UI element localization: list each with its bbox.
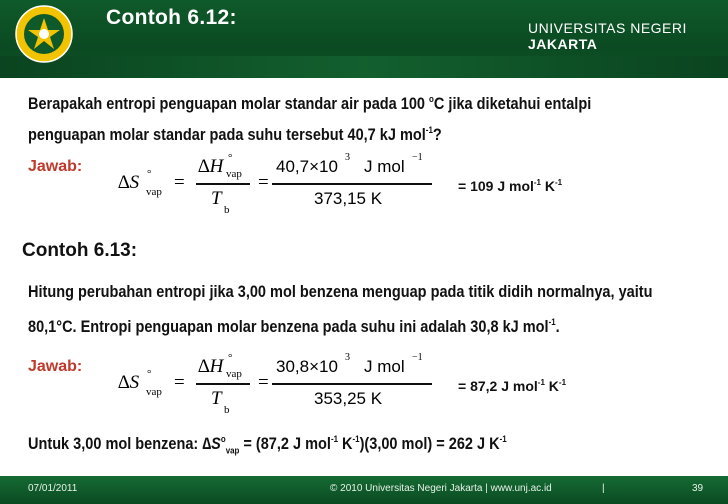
example1-answer-label: Jawab:	[28, 158, 83, 175]
numerator-unit-2: J mol	[364, 357, 405, 376]
numerator-unit-exponent: −1	[412, 152, 423, 163]
numerator-unit-exponent-2: −1	[412, 352, 423, 363]
r2-a: = 87,2 J mol	[458, 378, 538, 394]
footer-copyright: © 2010 Universitas Negeri Jakarta | www.unj.ac.id	[330, 483, 552, 494]
t-symbol-2: T	[211, 388, 222, 409]
final-text-a: Untuk 3,00 mol benzena:	[28, 435, 203, 453]
example1-question-line1	[28, 86, 679, 117]
q2-sup: -1	[425, 125, 433, 135]
delta-h-symbol: ∆H	[198, 156, 224, 177]
degree-symbol-h: °	[228, 152, 233, 164]
b-subscript-2: b	[224, 404, 230, 416]
r2-sup2: -1	[558, 378, 567, 387]
degree-symbol: °	[147, 168, 152, 180]
header-band	[0, 56, 728, 78]
q1-text-b: C jika diketahui entalpi	[433, 95, 592, 113]
example1-question-line2	[28, 117, 679, 148]
footer-page-number: 39	[692, 483, 704, 494]
fraction-bar-2	[272, 183, 432, 185]
degree-symbol-2: °	[147, 368, 152, 380]
fraction-bar-3	[196, 383, 250, 385]
example2-question	[28, 279, 723, 340]
r1-sup1: -1	[533, 178, 542, 187]
equals-sign-4: =	[258, 372, 269, 393]
page-title: Contoh 6.12:	[106, 6, 237, 29]
numerator-exponent-2: 3	[345, 352, 350, 363]
vap-subscript-h2: vap	[226, 368, 242, 380]
example2-title: Contoh 6.13:	[22, 240, 138, 261]
equals-sign-2: =	[258, 172, 269, 193]
t-symbol: T	[211, 188, 222, 209]
equals-sign: =	[174, 172, 185, 193]
q1-text-a: Berapakah entropi penguapan molar standar air pada 100	[28, 95, 430, 113]
final-sup1: -1	[330, 434, 339, 444]
delta-s-symbol: ∆S	[118, 172, 140, 193]
university-name	[528, 20, 728, 52]
example2-result	[458, 378, 566, 394]
vap-subscript-2: vap	[146, 386, 162, 398]
equals-sign-3: =	[174, 372, 185, 393]
example2-question-line2	[28, 309, 723, 340]
vap-subscript-h: vap	[226, 168, 242, 180]
final-delta: ∆S	[202, 435, 221, 453]
numerator-value-2: 30,8×10	[276, 357, 338, 376]
example2-final-calc	[28, 426, 644, 463]
fraction-bar-4	[272, 383, 432, 385]
fraction-bar	[196, 183, 250, 185]
slide-footer	[0, 476, 728, 504]
numerator-unit: J mol	[364, 157, 405, 176]
q2b-text-b: .	[555, 318, 560, 336]
final-sub: vap	[225, 445, 240, 456]
r1-sup2: -1	[555, 178, 563, 187]
delta-s-symbol-2: ∆S	[118, 372, 140, 393]
university-name-regular: UNIVERSITAS NEGERI	[528, 20, 687, 36]
example1-result	[458, 178, 562, 194]
vap-subscript: vap	[146, 186, 162, 198]
final-sup3: -1	[499, 434, 507, 444]
denominator-value-2: 353,25 K	[314, 389, 383, 408]
footer-date: 07/01/2011	[28, 483, 78, 494]
footer-separator: |	[602, 483, 605, 494]
university-logo-icon	[14, 4, 74, 64]
denominator-value: 373,15 K	[314, 189, 383, 208]
example1-question	[28, 86, 679, 148]
example2-answer-label: Jawab:	[28, 358, 83, 375]
final-sup: o	[220, 434, 226, 444]
university-name-bold: JAKARTA	[528, 36, 598, 52]
final-text-c: K	[338, 435, 353, 453]
example2-question-line1: Hitung perubahan entropi jika 3,00 mol benzena menguap pada titik didih normalnya, yaitu	[28, 283, 653, 301]
slide-header	[0, 0, 728, 78]
final-text-d: )(3,00 mol) = 262 J K	[359, 435, 500, 453]
b-subscript: b	[224, 204, 230, 216]
q2-text-a: penguapan molar standar pada suhu tersebut 40,7 kJ mol	[28, 126, 426, 144]
numerator-value: 40,7×10	[276, 157, 338, 176]
q1-sup: o	[429, 94, 434, 104]
q2-text-b: ?	[432, 126, 442, 144]
delta-h-symbol-2: ∆H	[198, 356, 224, 377]
q2b-text-a: 80,1°C. Entropi penguapan molar benzena pada suhu ini adalah 30,8 kJ mol	[28, 318, 549, 336]
r2-sup1: -1	[537, 378, 545, 387]
r2-b: K	[544, 378, 559, 394]
r1-b: K	[541, 178, 556, 194]
numerator-exponent: 3	[345, 152, 350, 163]
final-text-b: = (87,2 J mol	[239, 435, 331, 453]
q2b-sup: -1	[548, 317, 556, 327]
degree-symbol-h2: °	[228, 352, 233, 364]
final-sup2: -1	[352, 434, 360, 444]
r1-a: = 109 J mol	[458, 178, 534, 194]
